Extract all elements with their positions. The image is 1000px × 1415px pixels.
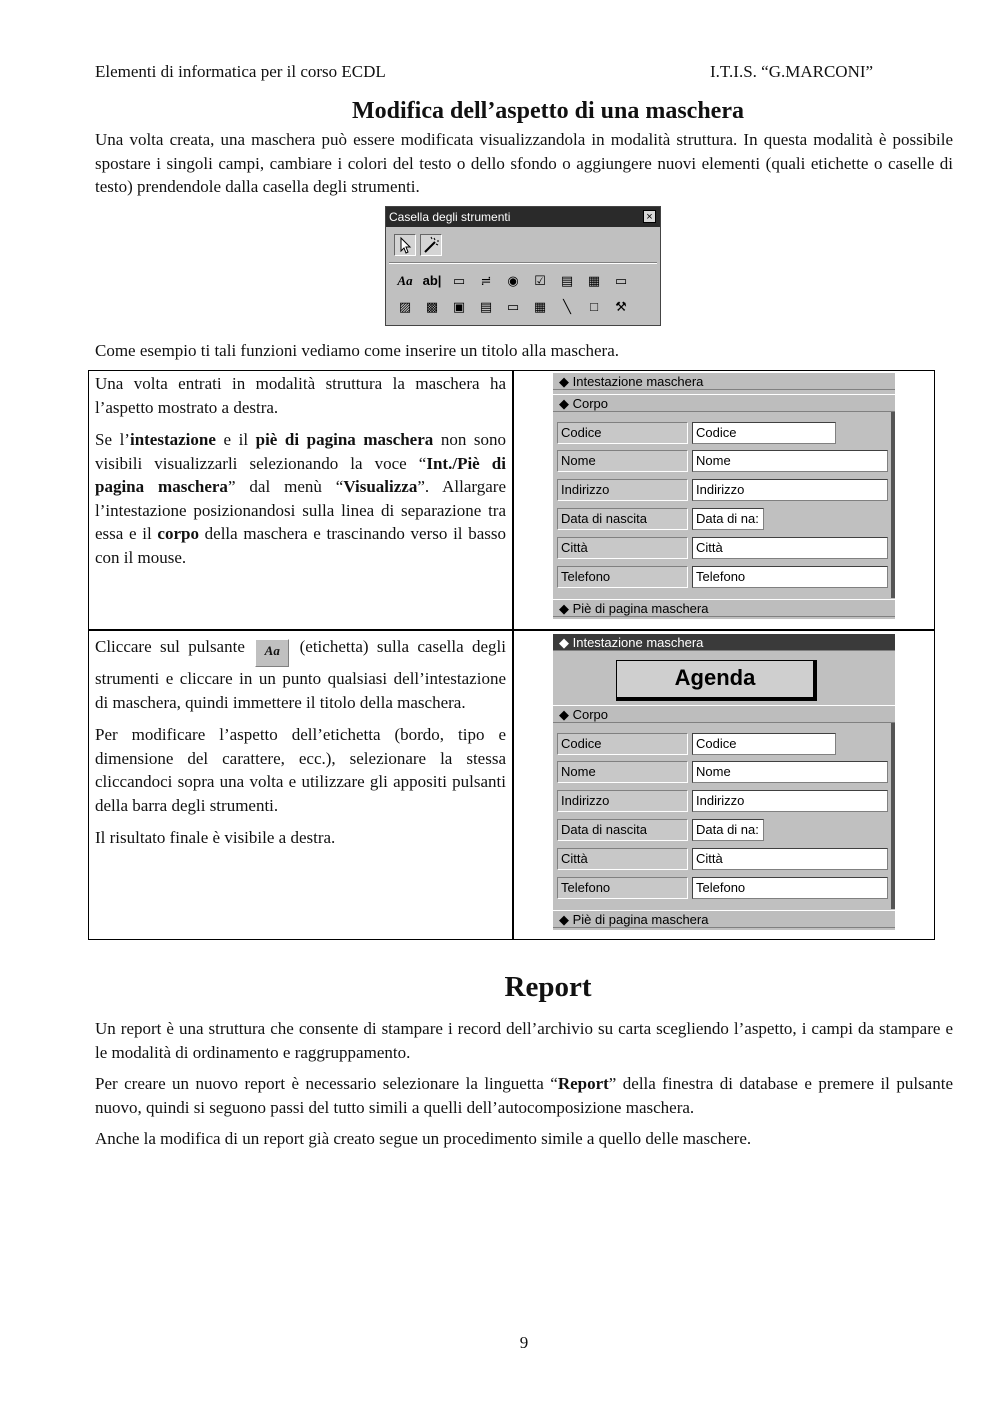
cell2-paragraph-1: Cliccare sul pulsante Aa (etichetta) sulla casella degli strumenti e cliccare in un punto qualsiasi dell’intestazione di maschera, quindi immettere il titolo della maschera. xyxy=(95,637,506,712)
field-textbox[interactable]: Nome xyxy=(692,450,888,472)
subform-icon[interactable]: ▦ xyxy=(533,299,547,314)
form-design-view-1 xyxy=(553,372,895,619)
line-tool-icon[interactable]: ╲ xyxy=(563,299,571,314)
form-footer-bar[interactable]: ◆ Piè di pagina maschera xyxy=(553,910,895,928)
bound-object-icon[interactable]: ▣ xyxy=(452,299,466,314)
field-label[interactable]: Nome xyxy=(557,761,688,783)
example-paragraph xyxy=(95,339,953,363)
form-row xyxy=(557,877,887,899)
section-title-maschera: Modifica dell’aspetto di una maschera xyxy=(352,98,744,124)
form-body-bar[interactable]: ◆ Corpo xyxy=(553,394,895,412)
form-header-bar[interactable]: ◆ Intestazione maschera xyxy=(553,372,895,390)
list-box-icon[interactable]: ▦ xyxy=(587,273,601,288)
toolbox-window xyxy=(385,206,661,326)
field-textbox[interactable]: Città xyxy=(692,848,888,870)
field-textbox[interactable]: Codice xyxy=(692,733,836,755)
field-label[interactable]: Telefono xyxy=(557,566,688,588)
unbound-object-icon[interactable]: ▩ xyxy=(425,299,439,314)
textbox-tool-icon[interactable]: ab| xyxy=(422,273,442,288)
option-group-icon[interactable]: ▭ xyxy=(452,273,466,288)
toolbox-title: Casella degli strumenti xyxy=(389,210,511,224)
toolbox-title-bar xyxy=(386,207,660,227)
form-row xyxy=(557,450,887,472)
table-horizontal-divider xyxy=(89,629,934,631)
tab-control-icon[interactable]: ▭ xyxy=(506,299,520,314)
cell2-paragraph-2: Per modificare l’aspetto dell’etichetta (bordo, tipo e dimensione del carattere, ecc.), selezionare la stessa cliccandoci sopra una volta e utilizzare gli appositi pulsanti della barra degli strumenti. xyxy=(95,725,506,815)
arrow-select-icon[interactable] xyxy=(394,234,416,256)
cell1-paragraph-1: Una volta entrati in modalità struttura la maschera ha l’aspetto mostrato a destra. xyxy=(95,374,506,417)
toggle-button-icon[interactable]: ≓ xyxy=(480,273,492,288)
command-button-icon[interactable]: ▭ xyxy=(614,273,628,288)
example-text: Come esempio ti tali funzioni vediamo come inserire un titolo alla maschera. xyxy=(95,341,620,360)
form-right-edge xyxy=(891,723,895,909)
field-label[interactable]: Indirizzo xyxy=(557,790,688,812)
table-vertical-divider xyxy=(512,371,514,939)
cell1-paragraph-2: Se l’intestazione e il piè di pagina maschera non sono visibili visualizzarli selezionando la voce “Int./Piè di pagina maschera” dal menù “Visualizza”. Allargare l’intestazione posizionandosi sulla linea di separazione tra essa e il corpo della maschera e trascinando verso il basso con il mouse. xyxy=(95,430,507,567)
form-right-edge xyxy=(891,412,895,598)
field-textbox[interactable]: Data di na: xyxy=(692,508,764,530)
form-row xyxy=(557,848,887,870)
form-row xyxy=(557,508,857,530)
field-textbox[interactable]: Telefono xyxy=(692,566,888,588)
form-row xyxy=(557,819,857,841)
page-break-icon[interactable]: ▤ xyxy=(479,299,493,314)
report-body xyxy=(95,1017,953,1151)
field-label[interactable]: Indirizzo xyxy=(557,479,688,501)
form-header-bar[interactable]: ◆ Intestazione maschera xyxy=(553,633,895,651)
image-tool-icon[interactable]: ▨ xyxy=(398,299,412,314)
intro-paragraph xyxy=(95,128,953,199)
form-row xyxy=(557,479,887,501)
more-controls-icon[interactable]: ⚒ xyxy=(615,299,627,314)
form-row xyxy=(557,566,887,588)
form-row xyxy=(557,761,887,783)
form-footer-bar[interactable]: ◆ Piè di pagina maschera xyxy=(553,599,895,617)
field-label[interactable]: Codice xyxy=(557,422,688,444)
intro-text: Una volta creata, una maschera può essere modificata visualizzandola in modalità struttura. In questa modalità è possibile spostare i singoli campi, cambiare i colori del testo o dello sfondo o aggiungere nuovi elementi (quali etichette o caselle di testo) prendendole dalla casella degli strumenti. xyxy=(95,130,953,196)
header-right: I.T.I.S. “G.MARCONI” xyxy=(710,62,874,81)
field-label[interactable]: Città xyxy=(557,537,688,559)
section-title-report: Report xyxy=(504,971,592,1003)
rectangle-tool-icon[interactable]: □ xyxy=(590,299,598,314)
combo-box-icon[interactable]: ▤ xyxy=(560,273,574,288)
wizard-wand-icon[interactable] xyxy=(420,234,442,256)
field-textbox[interactable]: Indirizzo xyxy=(692,479,888,501)
report-paragraph-2: Per creare un nuovo report è necessario selezionare la linguetta “Report” della finestra di database e premere il pulsante nuovo, quindi si seguono passi del tutto simili a quelli dell’autocomposizione maschera. xyxy=(95,1074,953,1117)
field-label[interactable]: Nome xyxy=(557,450,688,472)
label-tool-icon: Aa xyxy=(255,639,289,667)
form-body-bar[interactable]: ◆ Corpo xyxy=(553,705,895,723)
table-cell-1-text xyxy=(95,372,506,569)
form-row xyxy=(557,537,887,559)
form-row xyxy=(557,733,857,755)
field-label[interactable]: Data di nascita xyxy=(557,819,688,841)
page-number: 9 xyxy=(519,1333,529,1352)
field-textbox[interactable]: Indirizzo xyxy=(692,790,888,812)
agenda-title-label[interactable]: Agenda xyxy=(616,660,817,701)
field-label[interactable]: Data di nascita xyxy=(557,508,688,530)
toolbox-row-1 xyxy=(394,234,442,256)
cell2-paragraph-3: Il risultato finale è visibile a destra. xyxy=(95,828,336,847)
field-textbox[interactable]: Telefono xyxy=(692,877,888,899)
field-label[interactable]: Telefono xyxy=(557,877,688,899)
option-button-icon[interactable]: ◉ xyxy=(507,273,519,288)
toolbox-row-3 xyxy=(394,296,632,318)
field-textbox[interactable]: Città xyxy=(692,537,888,559)
toolbox-row-2 xyxy=(394,270,632,292)
field-textbox[interactable]: Data di na: xyxy=(692,819,764,841)
form-row xyxy=(557,790,887,812)
close-icon[interactable]: × xyxy=(643,210,656,223)
label-tool-icon[interactable]: Aa xyxy=(397,273,413,288)
report-paragraph-1: Un report è una struttura che consente di stampare i record dell’archivio su carta scegliendo l’aspetto, i campi da stampare e le modalità di ordinamento e raggruppamento. xyxy=(95,1019,953,1062)
report-paragraph-3: Anche la modifica di un report già creato segue un procedimento simile a quello delle maschere. xyxy=(95,1129,752,1148)
field-label[interactable]: Città xyxy=(557,848,688,870)
field-textbox[interactable]: Nome xyxy=(692,761,888,783)
checkbox-tool-icon[interactable]: ☑ xyxy=(534,273,546,288)
form-row xyxy=(557,422,857,444)
field-label[interactable]: Codice xyxy=(557,733,688,755)
field-textbox[interactable]: Codice xyxy=(692,422,836,444)
header-left: Elementi di informatica per il corso ECDL xyxy=(95,62,386,81)
toolbox-separator xyxy=(389,262,657,264)
table-cell-3-text xyxy=(95,635,506,850)
form-design-view-2 xyxy=(553,633,895,930)
instruction-table xyxy=(88,370,935,940)
